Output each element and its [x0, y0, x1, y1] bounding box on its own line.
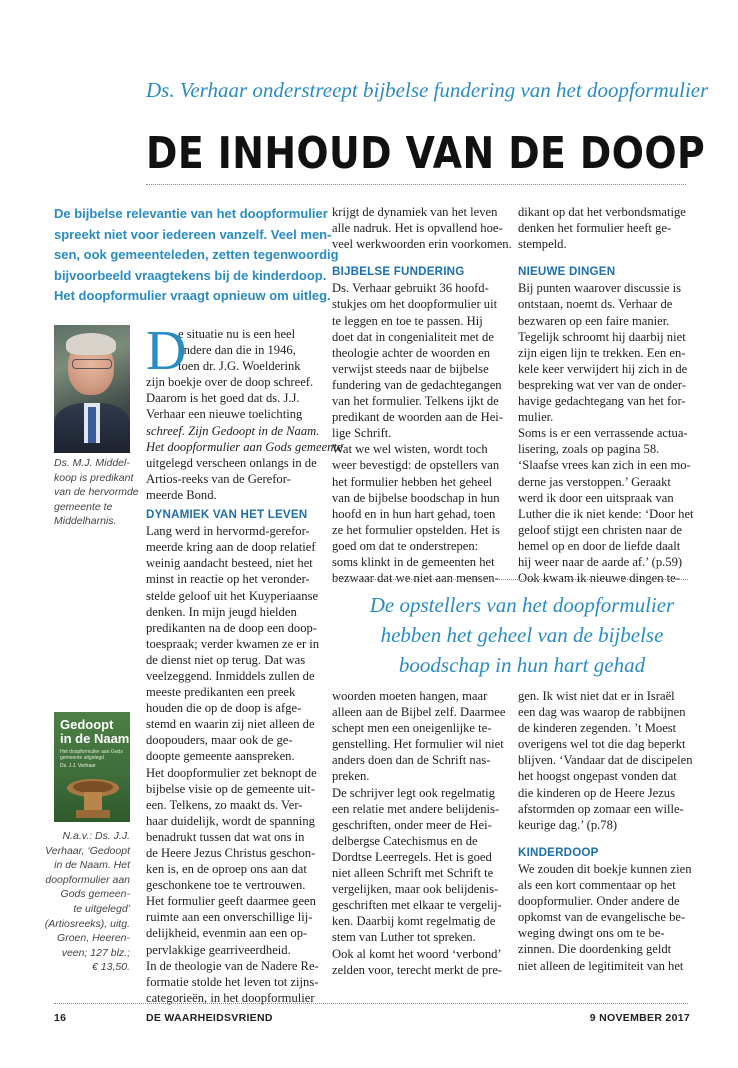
text-line: toen dr. J.G. Woelderink	[178, 359, 301, 374]
text-line: Luther die ik niet kende: ‘Door het	[518, 506, 694, 521]
column-3-bottom	[518, 688, 693, 974]
pull-quote	[342, 590, 702, 680]
text-line: soms klinkt in de gemeenten het	[332, 554, 495, 569]
book-title-line1: Gedoopt	[60, 717, 114, 732]
column-3-top	[518, 204, 693, 586]
article-headline: DE INHOUD VAN DE DOOP	[146, 128, 706, 179]
text-line: kele keer verwijdert hij zich in de	[518, 361, 688, 376]
text-line: boodschap in hun hart gehad	[398, 653, 646, 677]
text-line: Bij punten waarover discussie is	[518, 281, 681, 296]
article-kicker: Ds. Verhaar onderstreept bijbelse fundering van het doopformulier	[146, 78, 709, 102]
text-line: ze het formulier opstelden. Het is	[332, 522, 500, 537]
text-line: goed om dat te onderstrepen:	[332, 538, 479, 553]
text-line: derne jas verstoppen.’ Geraakt	[518, 474, 671, 489]
text-line: hoofd en in hun hart gehad, toen	[332, 506, 496, 521]
text-line: keurige dag.’ (p.78)	[518, 817, 618, 832]
text-line: veelzeggend. Inmiddels zullen de	[146, 668, 315, 683]
text-line: die kinderen op de Heere Jezus	[518, 785, 676, 800]
subhead-kinderdoop: KINDERDOOP	[518, 845, 599, 859]
text-line: een dag was waarop de rabbijnen	[518, 705, 686, 720]
text-line: Ds. Verhaar gebruikt 36 hoofd-	[332, 281, 489, 296]
text-line: havige gedachtegang van het for-	[518, 394, 686, 409]
baptismal-font-icon	[64, 776, 122, 820]
book-subtitle-line2: gemeente uitgelegd	[60, 755, 104, 761]
text-line: ken is, en de oproep ons aan dat	[146, 862, 307, 877]
text-line: meeste predikanten een preek	[146, 685, 296, 700]
text-line: Het formulier geeft daarmee geen	[146, 894, 316, 909]
photo-caption	[54, 456, 138, 529]
footer-divider	[54, 1003, 688, 1004]
text-line: gemeente te	[54, 500, 113, 513]
author-photo	[54, 325, 130, 450]
column-2-top	[332, 204, 512, 586]
text-line: Het doopformulier zet beknopt de	[146, 765, 317, 780]
text-line: sen, ook gemeenteleden, zetten tegenwoordig	[54, 247, 339, 262]
text-line: weer bevestigd: de opstellers van	[332, 458, 500, 473]
text-line: meerde kring aan de doop relatief	[146, 540, 316, 555]
text-line: N.a.v.: Ds. J.J.	[62, 830, 130, 842]
text-line: predikanten na de doop een doop-	[146, 620, 318, 635]
text-line: doopformulier. Onder andere de	[518, 894, 680, 909]
text-line: zijn boekje over de doop schreef.	[146, 375, 314, 390]
text-line: We zouden dit boekje kunnen zien	[518, 861, 692, 876]
book-title-line2: in de Naam	[60, 731, 130, 746]
article-intro	[54, 204, 339, 307]
text-line: genstelling. Het formulier wil niet	[332, 737, 504, 752]
col3-body	[518, 280, 693, 586]
text-line: De bijbelse relevantie van het doopformulier	[54, 206, 328, 221]
drop-cap: D	[146, 320, 187, 382]
text-line: houden die op de doop is afge-	[146, 701, 302, 716]
text-line: De schrijver legt ook regelmatig	[332, 785, 495, 800]
pullquote-divider	[332, 579, 688, 580]
text-line: predikant de woorden aan de Hei-	[332, 410, 503, 425]
book-caption	[40, 829, 130, 975]
text-line: bezwaar dat we niet aan mensen-	[332, 571, 499, 586]
subhead-dynamiek: DYNAMIEK VAN HET LEVEN	[146, 508, 308, 522]
text-line: Wat we wel wisten, wordt toch	[332, 442, 488, 457]
text-line: Groen, Heeren-	[57, 932, 130, 945]
text-line: hij weer naar de aarde af.’ (p.59)	[518, 554, 683, 569]
text-line: weinig aandacht besteed, niet het	[146, 556, 313, 571]
text-line: niet alleen Schrift met Schrift te	[332, 866, 494, 881]
text-line: stempeld.	[518, 237, 567, 252]
text-line: te uitgelegd’	[73, 902, 130, 915]
text-line: mulier.	[518, 410, 554, 425]
text-line: bezwaren op een faire manier.	[518, 313, 670, 328]
text-line: uitgelegd verscheen onlangs in de	[146, 455, 317, 470]
text-line: veen; 127 blz.;	[61, 946, 130, 959]
text-line: de kinderen zegenden. ’t Moest	[518, 721, 677, 736]
text-line: woorden moeten hangen, maar	[332, 689, 488, 703]
text-line: delbergse Catechismus en de	[332, 833, 478, 848]
text-line: denken het formulier heeft ge-	[518, 221, 672, 236]
text-line: schreef. Zijn Gedoopt in de Naam.	[146, 423, 320, 438]
text-line: van de bijbelse boodschap in hun	[332, 490, 500, 505]
text-line: Daarom is het goed dat ds. J.J.	[146, 391, 300, 406]
text-line: weging dwingt ons om te be-	[518, 926, 665, 941]
text-line: haar duidelijk, wordt de spanning	[146, 813, 315, 828]
book-cover	[54, 712, 130, 822]
text-line: geschonkene toe te vertrouwen.	[146, 878, 306, 893]
text-line: zijn eigen lijn te trekken. Een en-	[518, 345, 686, 360]
text-line: een. Telkens, zo maakt ds. Ver-	[146, 797, 303, 812]
text-line: andere dan die in 1946,	[178, 343, 296, 358]
text-line: Verhaar, ‘Gedoopt	[45, 844, 130, 857]
text-line: formatie stolde het leven tot zijns-	[146, 974, 319, 989]
text-line: Het doopformulier aan Gods gemeente	[146, 439, 343, 454]
subhead-nieuwe-dingen: NIEUWE DINGEN	[518, 265, 616, 279]
text-line: zelden voor, terecht merkt de pre-	[332, 962, 503, 977]
col3-intro-lines	[518, 204, 693, 252]
text-line: theologie achter de woorden en	[332, 345, 491, 360]
text-line: categorieën, in het doopformulier	[146, 990, 315, 1005]
col3-bottom-body	[518, 861, 693, 974]
text-line: van het formulier. Telkens ijkt de	[332, 394, 499, 409]
text-line: alle nadruk. Het is opvallend hoe-	[332, 221, 503, 236]
headline-divider	[146, 184, 686, 185]
text-line: stukjes om het doopformulier uit	[332, 297, 498, 312]
text-line: geschriften met elkaar te vergelij-	[332, 898, 502, 913]
text-line: koop is predikant	[54, 471, 134, 484]
text-line: Gods gemeen-	[60, 888, 130, 901]
text-line: Ds. M.J. Middel-	[54, 457, 130, 469]
text-line: stemd en waarin zij niet alleen de	[146, 717, 315, 732]
text-line: spreekt niet voor iedereen vanzelf. Veel men-	[54, 226, 332, 242]
col2-intro-lines	[332, 204, 512, 252]
text-line: De opstellers van het doopformulier	[369, 593, 675, 617]
text-line: Dordtse Leerregels. Het is goed	[332, 849, 492, 864]
subhead-bijbelse-fundering: BIJBELSE FUNDERING	[332, 265, 465, 279]
text-line: ontstaan, noemt ds. Verhaar de	[518, 297, 673, 312]
text-line: alleen aan de Bijbel zelf. Daarmee	[332, 705, 506, 720]
book-author: Ds. J.J. Verhaar	[60, 763, 96, 769]
text-line: benadrukt tussen dat wat ons in	[146, 829, 305, 844]
text-line: geschriften, onder meer de Hei-	[332, 817, 492, 832]
text-line: fundering van de gedachtegangen	[332, 377, 502, 392]
col1-body	[146, 523, 320, 1006]
col3-bottom-lines	[518, 688, 693, 833]
col2-body	[332, 280, 504, 586]
text-line: anders doen dan de Schrift nas-	[332, 753, 491, 768]
text-line: preken.	[332, 769, 370, 784]
text-line: werd ik door een uitspraak van	[518, 490, 674, 505]
text-line: verwijst steeds naar de bijbelse	[332, 361, 489, 376]
text-line: bijvoorbeeld vraagtekens bij de kinderdoop.	[54, 267, 327, 283]
publication-name: DE WAARHEIDSVRIEND	[146, 1012, 273, 1024]
text-line: stem van Luther tot spreken.	[332, 930, 476, 945]
text-line: zinnen. Die doordenking geldt	[518, 942, 672, 957]
text-line: overigens wel tot die dag beperkt	[518, 737, 686, 752]
text-line: bespreking wat ver van de onder-	[518, 377, 686, 392]
text-line: (Artiosreeks), uitg.	[44, 917, 130, 930]
text-line: gen. Ik wist niet dat er in Israël	[518, 689, 675, 703]
text-line: Ook kwam ik nieuwe dingen te-	[518, 571, 680, 586]
text-line: als een kort commentaar op het	[518, 878, 676, 893]
text-line: Tegelijk schroomt hij daarbij niet	[518, 329, 686, 344]
text-line: Verhaar een nieuwe toelichting	[146, 407, 303, 422]
text-line: minst in reactie op het veronder-	[146, 572, 310, 587]
text-line: veel werkwoorden erin voorkomen.	[332, 237, 512, 252]
text-line: Artios-reeks van de Gerefor-	[146, 471, 291, 486]
text-line: het hoogst ongepast vonden dat	[518, 769, 677, 784]
text-line: doet dat in congenialiteit met de	[332, 329, 494, 344]
text-line: dikant op dat het verbondsmatige	[518, 205, 686, 219]
text-line: ruimte aan een onverschillige lij-	[146, 910, 313, 925]
book-subtitle-line1: Het doopformulier aan Gods	[60, 749, 123, 755]
text-line: Het doopformulier vraagt opnieuw om uitleg.	[54, 288, 331, 303]
text-line: ‘Slaafse vrees kan zich in een mo-	[518, 458, 691, 473]
text-line: hemel op en door de liefde daalt	[518, 538, 681, 553]
text-line: pervlakkige gearriveerdheid.	[146, 942, 291, 957]
text-line: Soms is er een verrassende actua-	[518, 426, 688, 441]
text-line: e situatie nu is een heel	[178, 327, 296, 341]
text-line: doopouders, maar ook de ge-	[146, 733, 293, 748]
text-line: afstormden op zomaar een wille-	[518, 801, 684, 816]
text-line: toespraak; verder kwamen ze er in	[146, 636, 320, 651]
text-line: schept men een oneigenlijke te-	[332, 721, 492, 736]
text-line: een relatie met andere belijdenis-	[332, 801, 500, 816]
text-line: stelde geloof uit het Kuyperiaanse	[146, 588, 319, 603]
text-line: krijgt de dynamiek van het leven	[332, 205, 498, 219]
text-line: de Heere Jezus Christus geschon-	[146, 846, 316, 861]
text-line: lisering, zoals op pagina 58.	[518, 442, 660, 457]
text-line: doopformulier aan	[45, 873, 130, 886]
text-line: geloof stijgt een christen naar de	[518, 522, 683, 537]
text-line: Lang werd in hervormd-gerefor-	[146, 524, 310, 539]
text-line: niet alleen de legitimiteit van het	[518, 958, 684, 973]
column-1	[146, 320, 343, 1006]
text-line: blijven. ‘Vandaar dat de discipelen	[518, 753, 693, 768]
text-line: Middelharnis.	[54, 515, 117, 528]
text-line: lige Schrift.	[332, 426, 392, 441]
column-2-bottom	[332, 688, 504, 978]
text-line: hebben het geheel van de bijbelse	[380, 623, 664, 647]
issue-date: 9 NOVEMBER 2017	[589, 1012, 690, 1024]
text-line: Ook al komt het woord ‘verbond’	[332, 946, 502, 961]
text-line: € 13,50.	[92, 961, 130, 974]
text-line: ken. Daarbij komt regelmatig de	[332, 914, 496, 929]
page-number: 16	[54, 1012, 67, 1024]
text-line: het formulier hebben het geheel	[332, 474, 493, 489]
text-line: de dienst niet op terug. Dat was	[146, 652, 306, 667]
text-line: opkomst van de evangelische be-	[518, 910, 686, 925]
text-line: delijkheid, evenmin aan een op-	[146, 926, 308, 941]
text-line: bijbelse visie op de gemeente uit-	[146, 781, 315, 796]
text-line: vergelijken, maar ook belijdenis-	[332, 882, 499, 897]
text-line: doopte gemeente aanspreken.	[146, 749, 295, 764]
text-line: te leggen en toe te passen. Hij	[332, 313, 483, 328]
text-line: in de Naam. Het	[54, 859, 130, 872]
text-line: denken. In mijn jeugd hielden	[146, 604, 297, 619]
text-line: van de hervormde	[54, 486, 139, 499]
text-line: In de theologie van de Nadere Re-	[146, 958, 319, 973]
text-line: meerde Bond.	[146, 487, 217, 502]
